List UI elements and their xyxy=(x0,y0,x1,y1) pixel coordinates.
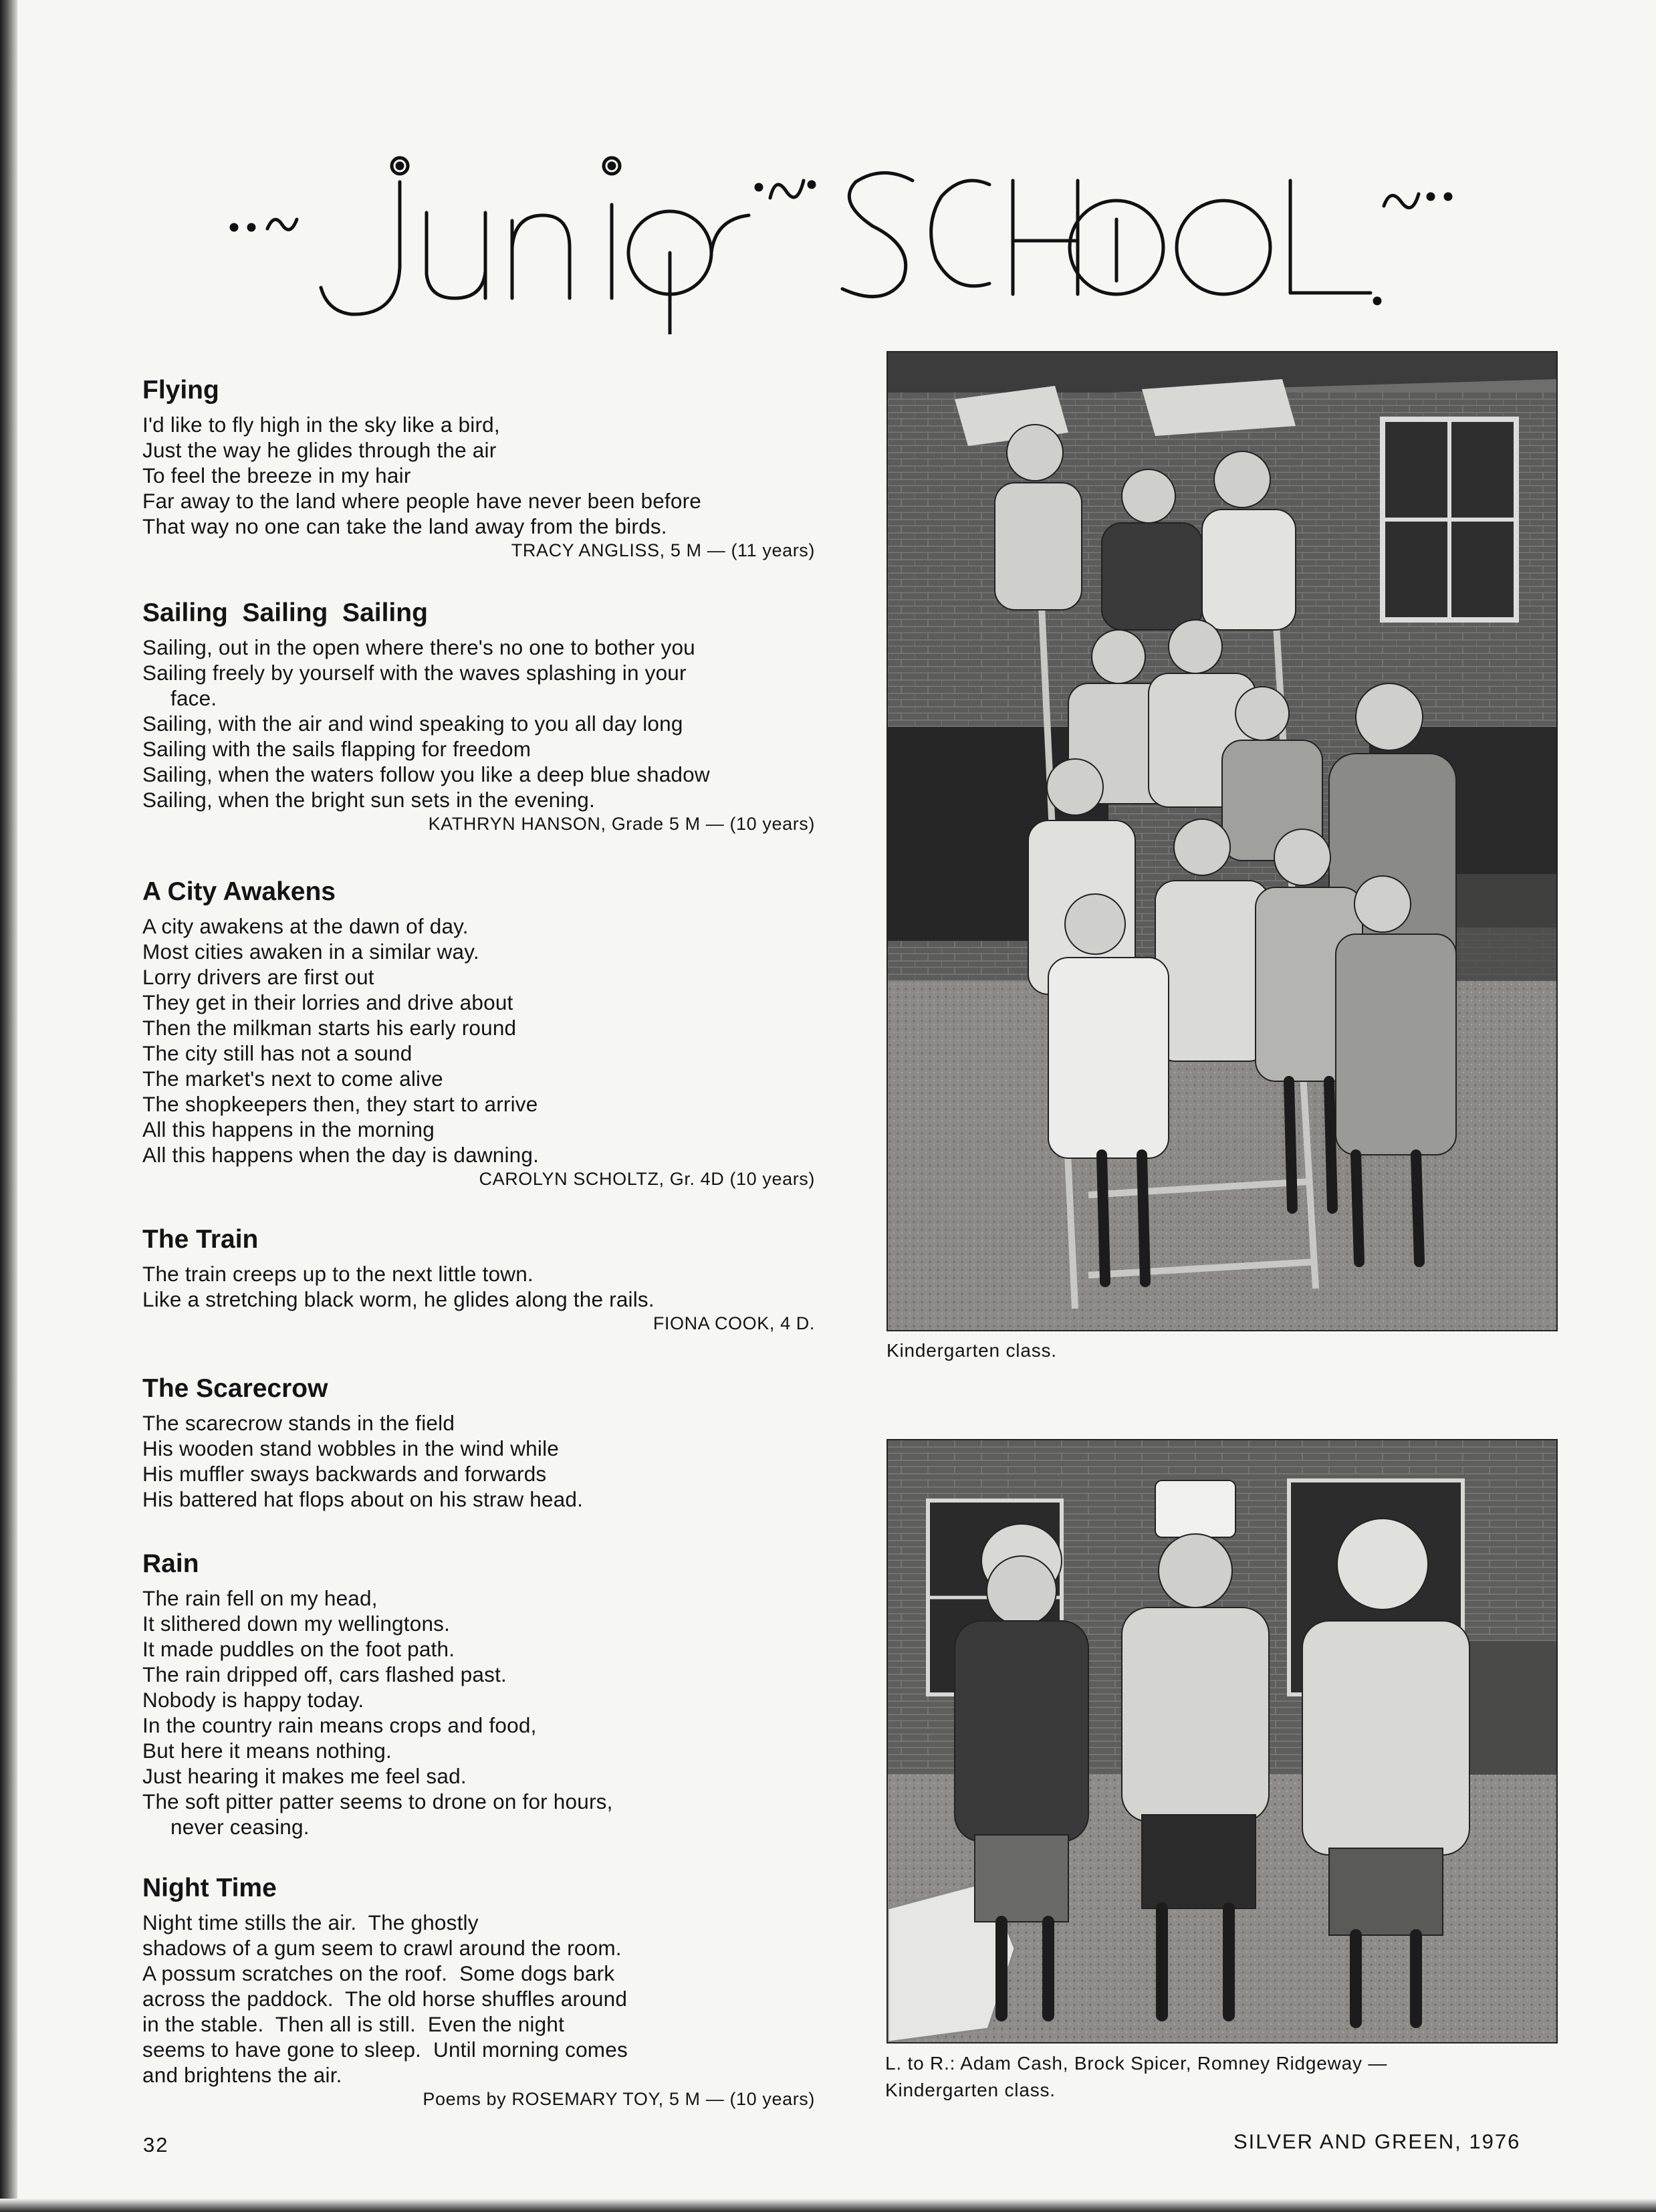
poem-line: Just the way he glides through the air xyxy=(142,438,497,462)
photo-illustration xyxy=(888,352,1556,1330)
poem-line: across the paddock. The old horse shuffles around xyxy=(142,1987,628,2011)
poem-title: The Train xyxy=(142,1225,259,1254)
page-header xyxy=(221,140,1491,334)
poem-line: It made puddles on the foot path. xyxy=(142,1637,455,1661)
poem-line: seems to have gone to sleep. Until morning comes xyxy=(142,2037,628,2062)
poem-title: Night Time xyxy=(142,1874,277,1902)
poem-title: Flying xyxy=(142,376,219,405)
poem-train xyxy=(142,1224,818,1335)
poem-line: The soft pitter patter seems to drone on for hours, xyxy=(142,1789,613,1813)
poem-line: A possum scratches on the roof. Some dogs bark xyxy=(142,1961,615,1985)
poem-line: His battered hat flops about on his straw head. xyxy=(142,1487,584,1511)
poem-sailing xyxy=(142,597,818,835)
poem-line: face. xyxy=(170,686,217,710)
poem-city-awakens xyxy=(142,876,818,1190)
poem-line: But here it means nothing. xyxy=(142,1739,392,1763)
caption-line: L. to R.: Adam Cash, Brock Spicer, Romney Ridgeway — xyxy=(885,2053,1388,2074)
poem-line: in the stable. Then all is still. Even the night xyxy=(142,2012,565,2036)
page-number: 32 xyxy=(143,2133,169,2156)
poem-line: That way no one can take the land away from the birds. xyxy=(142,514,667,538)
top-photo-caption: Kindergarten class. xyxy=(886,1340,1057,1361)
poem-line: A city awakens at the dawn of day. xyxy=(142,914,469,938)
poem-line: Sailing, out in the open where there's no one to bother you xyxy=(142,635,695,659)
poem-title: A City Awakens xyxy=(142,877,336,906)
poem-line: In the country rain means crops and food, xyxy=(142,1713,537,1737)
poem-night-time xyxy=(142,1872,818,2110)
poem-line: Most cities awaken in a similar way. xyxy=(142,939,479,964)
poem-line: I'd like to fly high in the sky like a bird, xyxy=(142,413,500,437)
poem-line: Lorry drivers are first out xyxy=(142,965,374,989)
poem-credit: Poems by ROSEMARY TOY, 5 M — (10 years) xyxy=(423,2089,815,2109)
poem-line: It slithered down my wellingtons. xyxy=(142,1612,451,1636)
poem-line: His wooden stand wobbles in the wind while xyxy=(142,1436,560,1460)
bottom-photo-caption xyxy=(885,2050,1387,2104)
poem-line: All this happens in the morning xyxy=(142,1117,435,1141)
publication-footer: SILVER AND GREEN, 1976 xyxy=(1233,2130,1521,2153)
poem-line: They get in their lorries and drive about xyxy=(142,990,513,1014)
poem-line: Sailing, with the air and wind speaking to you all day long xyxy=(142,711,683,736)
poem-credit: FIONA COOK, 4 D. xyxy=(653,1313,815,1333)
poem-line: Sailing with the sails flapping for freedom xyxy=(142,737,531,761)
poem-line: The shopkeepers then, they start to arrive xyxy=(142,1092,538,1116)
poem-line: never ceasing. xyxy=(170,1815,310,1839)
caption-line: Kindergarten class. xyxy=(885,2080,1056,2100)
poem-title: The Scarecrow xyxy=(142,1374,328,1403)
poem-line: Like a stretching black worm, he glides along the rails. xyxy=(142,1287,655,1311)
poem-line: Sailing, when the waters follow you like a deep blue shadow xyxy=(142,762,710,786)
poem-credit: KATHRYN HANSON, Grade 5 M — (10 years) xyxy=(428,814,815,834)
poem-line: Then the milkman starts his early round xyxy=(142,1016,517,1040)
poem-title: Sailing Sailing Sailing xyxy=(142,598,428,627)
poem-title: Rain xyxy=(142,1549,199,1578)
poem-line: The city still has not a sound xyxy=(142,1041,412,1065)
poem-line: The market's next to come alive xyxy=(142,1067,443,1091)
poem-credit: CAROLYN SCHOLTZ, Gr. 4D (10 years) xyxy=(479,1169,815,1189)
poem-line: and brightens the air. xyxy=(142,2063,342,2087)
poem-line: His muffler sways backwards and forwards xyxy=(142,1462,547,1486)
photo-illustration xyxy=(888,1440,1556,2042)
page-binding-shadow xyxy=(0,0,17,2212)
header-lettering xyxy=(221,140,1491,334)
poem-flying xyxy=(142,374,818,562)
poem-line: Night time stills the air. The ghostly xyxy=(142,1910,479,1934)
poem-line: All this happens when the day is dawning. xyxy=(142,1143,540,1167)
page-bottom-shadow xyxy=(0,2199,1656,2212)
poem-line: The train creeps up to the next little town. xyxy=(142,1262,534,1286)
three-children-photo xyxy=(886,1439,1558,2043)
poem-line: The rain dripped off, cars flashed past. xyxy=(142,1662,507,1686)
poem-line: Just hearing it makes me feel sad. xyxy=(142,1764,467,1788)
poem-credit: TRACY ANGLISS, 5 M — (11 years) xyxy=(511,540,815,560)
kindergarten-class-photo xyxy=(886,351,1558,1331)
poem-line: Sailing, when the bright sun sets in the evening. xyxy=(142,788,595,812)
poem-line: The rain fell on my head, xyxy=(142,1586,378,1610)
poem-line: The scarecrow stands in the field xyxy=(142,1411,455,1435)
poem-line: shadows of a gum seem to crawl around the room. xyxy=(142,1936,622,1960)
poem-rain xyxy=(142,1548,818,1840)
poem-line: Sailing freely by yourself with the waves splashing in your xyxy=(142,661,687,685)
poem-scarecrow xyxy=(142,1373,818,1512)
poem-line: To feel the breeze in my hair xyxy=(142,463,411,487)
poem-line: Nobody is happy today. xyxy=(142,1688,364,1712)
poem-line: Far away to the land where people have never been before xyxy=(142,489,701,513)
